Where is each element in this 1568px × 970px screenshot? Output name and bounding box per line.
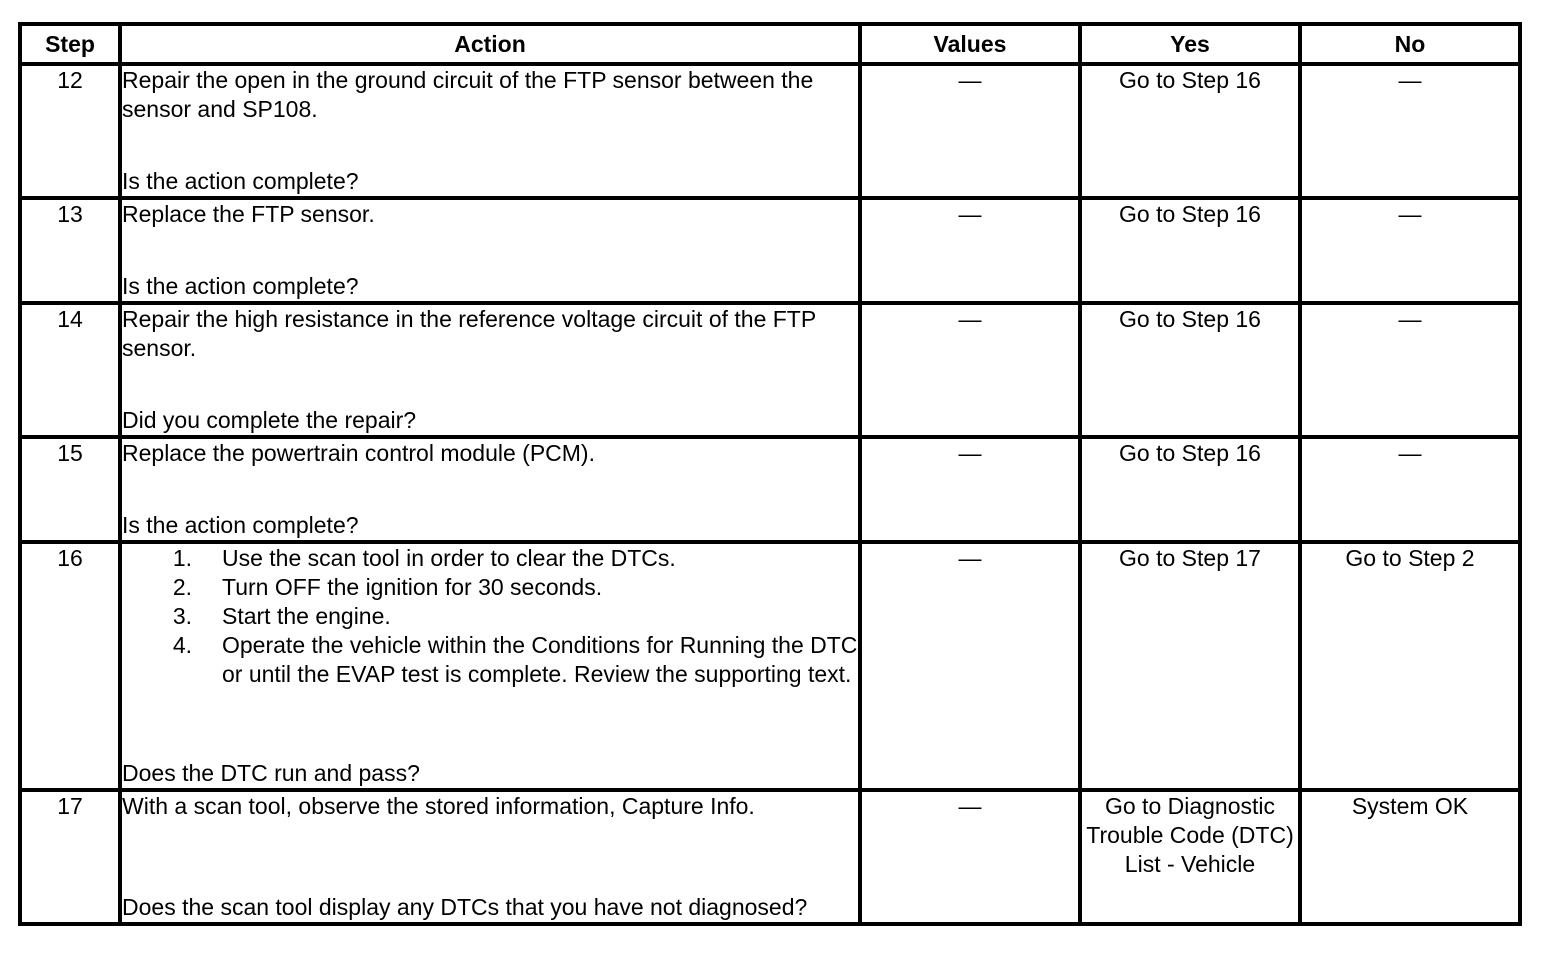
action-text: Repair the open in the ground circuit of the FTP sensor between the sensor and SP108. [122, 67, 814, 122]
table-row [20, 303, 1520, 437]
list-item-number: 4. [172, 632, 192, 658]
step-number: 13 [20, 198, 120, 303]
step-number: 15 [20, 437, 120, 542]
no-cell: — [1300, 198, 1520, 303]
values-cell: — [860, 542, 1080, 790]
table-row [20, 437, 1520, 542]
header-step: Step [20, 24, 120, 64]
action-text: Replace the powertrain control module (PCM). [122, 440, 595, 466]
yes-cell: Go to Diagnostic Trouble Code (DTC) List - Vehicle [1080, 790, 1300, 924]
no-cell: — [1300, 303, 1520, 437]
no-cell: — [1300, 437, 1520, 542]
action-cell [120, 64, 860, 198]
no-cell: — [1300, 64, 1520, 198]
no-cell: Go to Step 2 [1300, 542, 1520, 790]
list-item-number: 1. [172, 545, 192, 571]
yes-cell: Go to Step 16 [1080, 437, 1300, 542]
step-number: 14 [20, 303, 120, 437]
action-question: Is the action complete? [122, 512, 359, 538]
header-action: Action [120, 24, 860, 64]
list-item-number: 3. [172, 603, 192, 629]
yes-cell: Go to Step 16 [1080, 198, 1300, 303]
list-item [122, 602, 858, 631]
list-item [122, 631, 858, 689]
action-text: Repair the high resistance in the reference voltage circuit of the FTP sensor. [122, 306, 816, 361]
action-question: Does the scan tool display any DTCs that you have not diagnosed? [122, 894, 808, 920]
list-item [122, 573, 858, 602]
header-yes: Yes [1080, 24, 1300, 64]
step-number: 16 [20, 542, 120, 790]
step-number: 17 [20, 790, 120, 924]
table-row [20, 542, 1520, 790]
action-cell [120, 437, 860, 542]
action-question: Is the action complete? [122, 168, 359, 194]
yes-cell: Go to Step 16 [1080, 64, 1300, 198]
list-item-text: Operate the vehicle within the Conditions for Running the DTC or until the EVAP test is complete. Review the supporting text. [222, 632, 858, 687]
yes-cell: Go to Step 16 [1080, 303, 1300, 437]
list-item-text: Use the scan tool in order to clear the DTCs. [222, 545, 676, 571]
action-cell [120, 790, 860, 924]
values-cell: — [860, 303, 1080, 437]
values-cell: — [860, 790, 1080, 924]
action-cell [120, 198, 860, 303]
values-cell: — [860, 64, 1080, 198]
values-cell: — [860, 437, 1080, 542]
list-item-number: 2. [172, 574, 192, 600]
table-row [20, 198, 1520, 303]
action-question: Is the action complete? [122, 273, 359, 299]
step-number: 12 [20, 64, 120, 198]
action-text: With a scan tool, observe the stored information, Capture Info. [122, 793, 755, 819]
diagnostic-table [18, 22, 1522, 926]
header-no: No [1300, 24, 1520, 64]
list-item [122, 544, 858, 573]
header-values: Values [860, 24, 1080, 64]
table-row [20, 790, 1520, 924]
table-row [20, 64, 1520, 198]
values-cell: — [860, 198, 1080, 303]
action-question: Does the DTC run and pass? [122, 760, 420, 786]
no-cell: System OK [1300, 790, 1520, 924]
list-item-text: Turn OFF the ignition for 30 seconds. [222, 574, 603, 600]
header-row [20, 24, 1520, 64]
list-item-text: Start the engine. [222, 603, 391, 629]
action-question: Did you complete the repair? [122, 407, 417, 433]
yes-cell: Go to Step 17 [1080, 542, 1300, 790]
action-text: Replace the FTP sensor. [122, 201, 375, 227]
action-cell [120, 303, 860, 437]
action-cell [120, 542, 860, 790]
action-steps-list [122, 544, 858, 689]
